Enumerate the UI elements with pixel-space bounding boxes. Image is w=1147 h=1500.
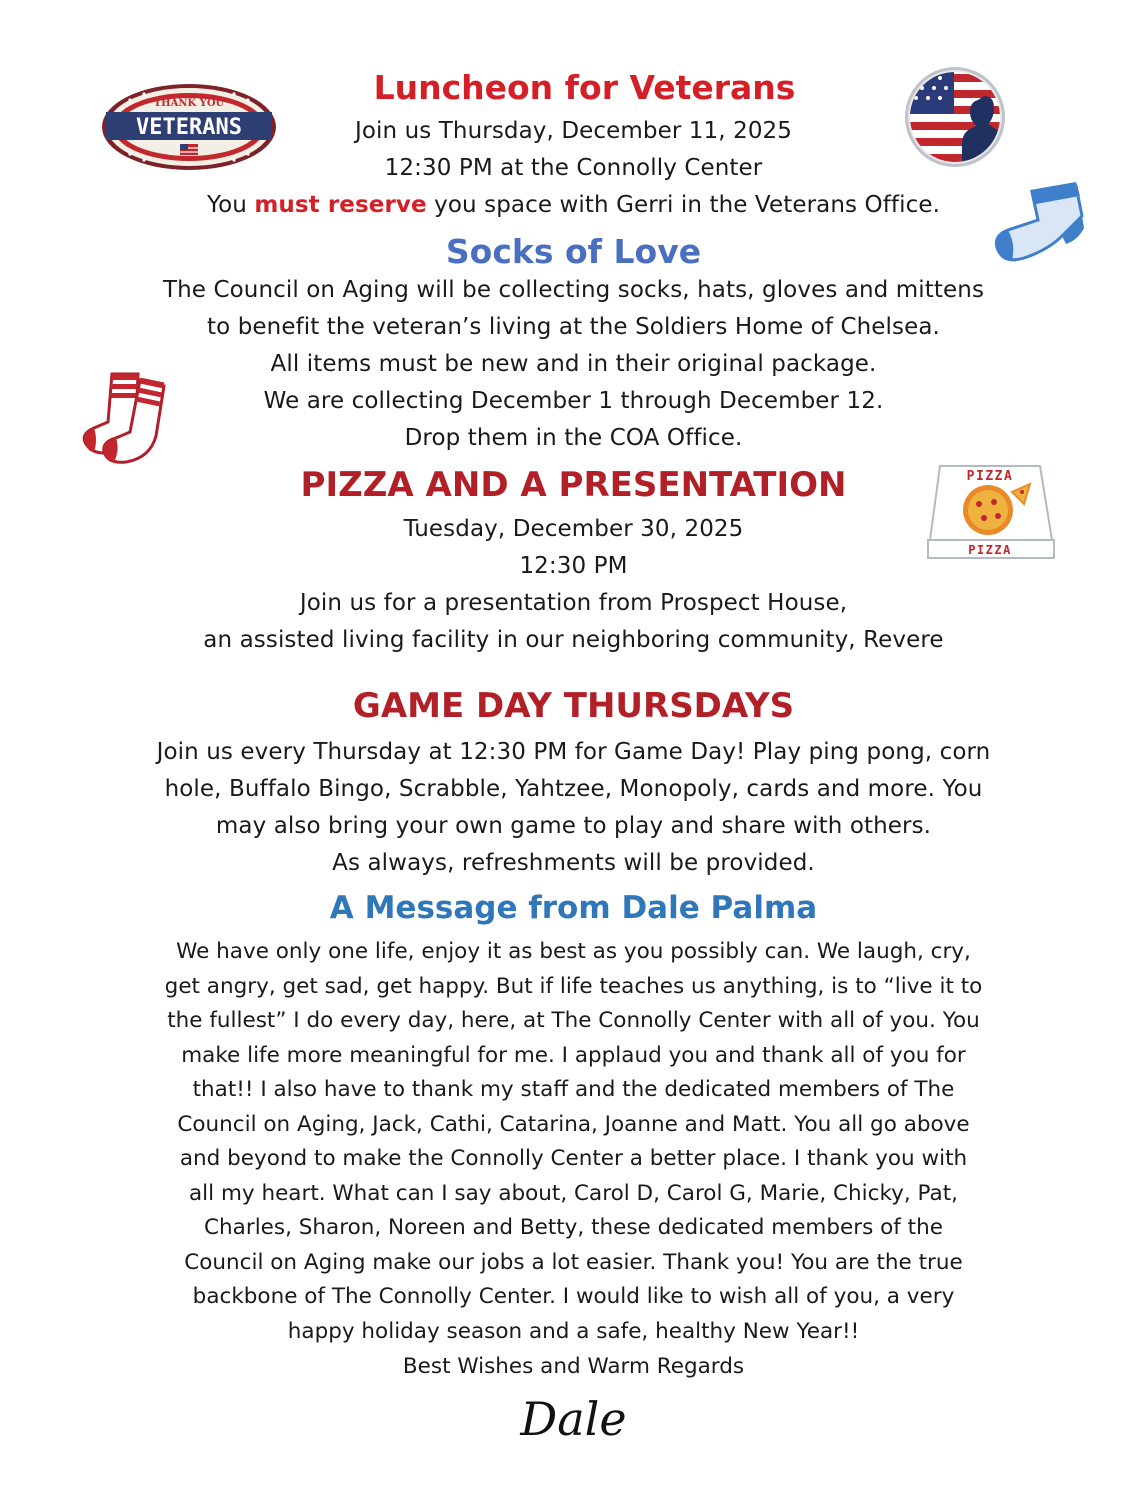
socks-line: to benefit the veteran’s living at the Soldiers Home of Chelsea. — [207, 314, 940, 340]
game-day-title: GAME DAY THURSDAYS — [352, 686, 795, 726]
red-white-socks-icon — [64, 366, 168, 470]
message-line: backbone of The Connolly Center. I would like to wish all of you, a very — [192, 1284, 955, 1309]
pizza-line: an assisted living facility in our neighboring community, Revere — [203, 627, 944, 653]
pizza-line: Join us for a presentation from Prospect House, — [299, 590, 848, 616]
message-line: happy holiday season and a safe, healthy New Year!! — [287, 1319, 860, 1344]
socks-title: Socks of Love — [445, 232, 702, 271]
message-line: Charles, Sharon, Noreen and Betty, these dedicated members of the — [204, 1215, 943, 1240]
socks-line: Drop them in the COA Office. — [404, 425, 743, 451]
message-line: and beyond to make the Connolly Center a better place. I thank you with — [179, 1146, 968, 1171]
game-day-line: may also bring your own game to play and share with others. — [215, 813, 932, 839]
badge-top-text: THANK YOU — [153, 98, 225, 109]
luncheon-title: Luncheon for Veterans — [373, 68, 796, 107]
message-title: A Message from Dale Palma — [329, 890, 818, 926]
message-line: Council on Aging make our jobs a lot easier. Thank you! You are the true — [184, 1250, 963, 1275]
pizza-title: PIZZA AND A PRESENTATION — [300, 465, 847, 505]
message-line: We have only one life, enjoy it as best as you possibly can. We laugh, cry, — [176, 939, 971, 964]
pizza-line: 12:30 PM — [519, 553, 628, 579]
luncheon-time-line: 12:30 PM at the Connolly Center — [384, 155, 763, 181]
message-line: that!! I also have to thank my staff and the dedicated members of The — [192, 1077, 955, 1102]
message-line: all my heart. What can I say about, Carol D, Carol G, Marie, Chicky, Pat, — [189, 1181, 958, 1206]
reserve-text-pre: You — [206, 192, 255, 218]
pizza-line: Tuesday, December 30, 2025 — [403, 516, 744, 542]
badge-main-text: VETERANS — [136, 115, 242, 140]
luncheon-reserve-line — [0, 192, 1147, 218]
game-day-line: As always, refreshments will be provided. — [332, 850, 815, 876]
message-line: the fullest” I do every day, here, at The Connolly Center with all of you. You — [167, 1008, 980, 1033]
game-day-line: hole, Buffalo Bingo, Scrabble, Yahtzee, Monopoly, cards and more. You — [164, 776, 983, 802]
pizza-box-label-bottom: PIZZA — [968, 543, 1012, 557]
game-day-line: Join us every Thursday at 12:30 PM for Game Day! Play ping pong, corn — [156, 739, 991, 765]
pizza-box-label-top: PIZZA — [966, 469, 1014, 484]
reserve-emphasis: must reserve — [254, 192, 427, 218]
message-line: make life more meaningful for me. I applaud you and thank all of you for — [181, 1043, 966, 1068]
reserve-text-post: you space with Gerri in the Veterans Office. — [426, 192, 941, 218]
message-closing: Best Wishes and Warm Regards — [402, 1354, 745, 1379]
socks-line: We are collecting December 1 through December 12. — [263, 388, 884, 414]
socks-line: All items must be new and in their original package. — [270, 351, 877, 377]
message-line: Council on Aging, Jack, Cathi, Catarina, Joanne and Matt. You all go above — [177, 1112, 970, 1137]
socks-line: The Council on Aging will be collecting socks, hats, gloves and mittens — [162, 277, 985, 303]
message-line: get angry, get sad, get happy. But if life teaches us anything, is to “live it to — [164, 974, 983, 999]
signature: Dale — [520, 1392, 627, 1446]
luncheon-date-line: Join us Thursday, December 11, 2025 — [354, 118, 793, 144]
